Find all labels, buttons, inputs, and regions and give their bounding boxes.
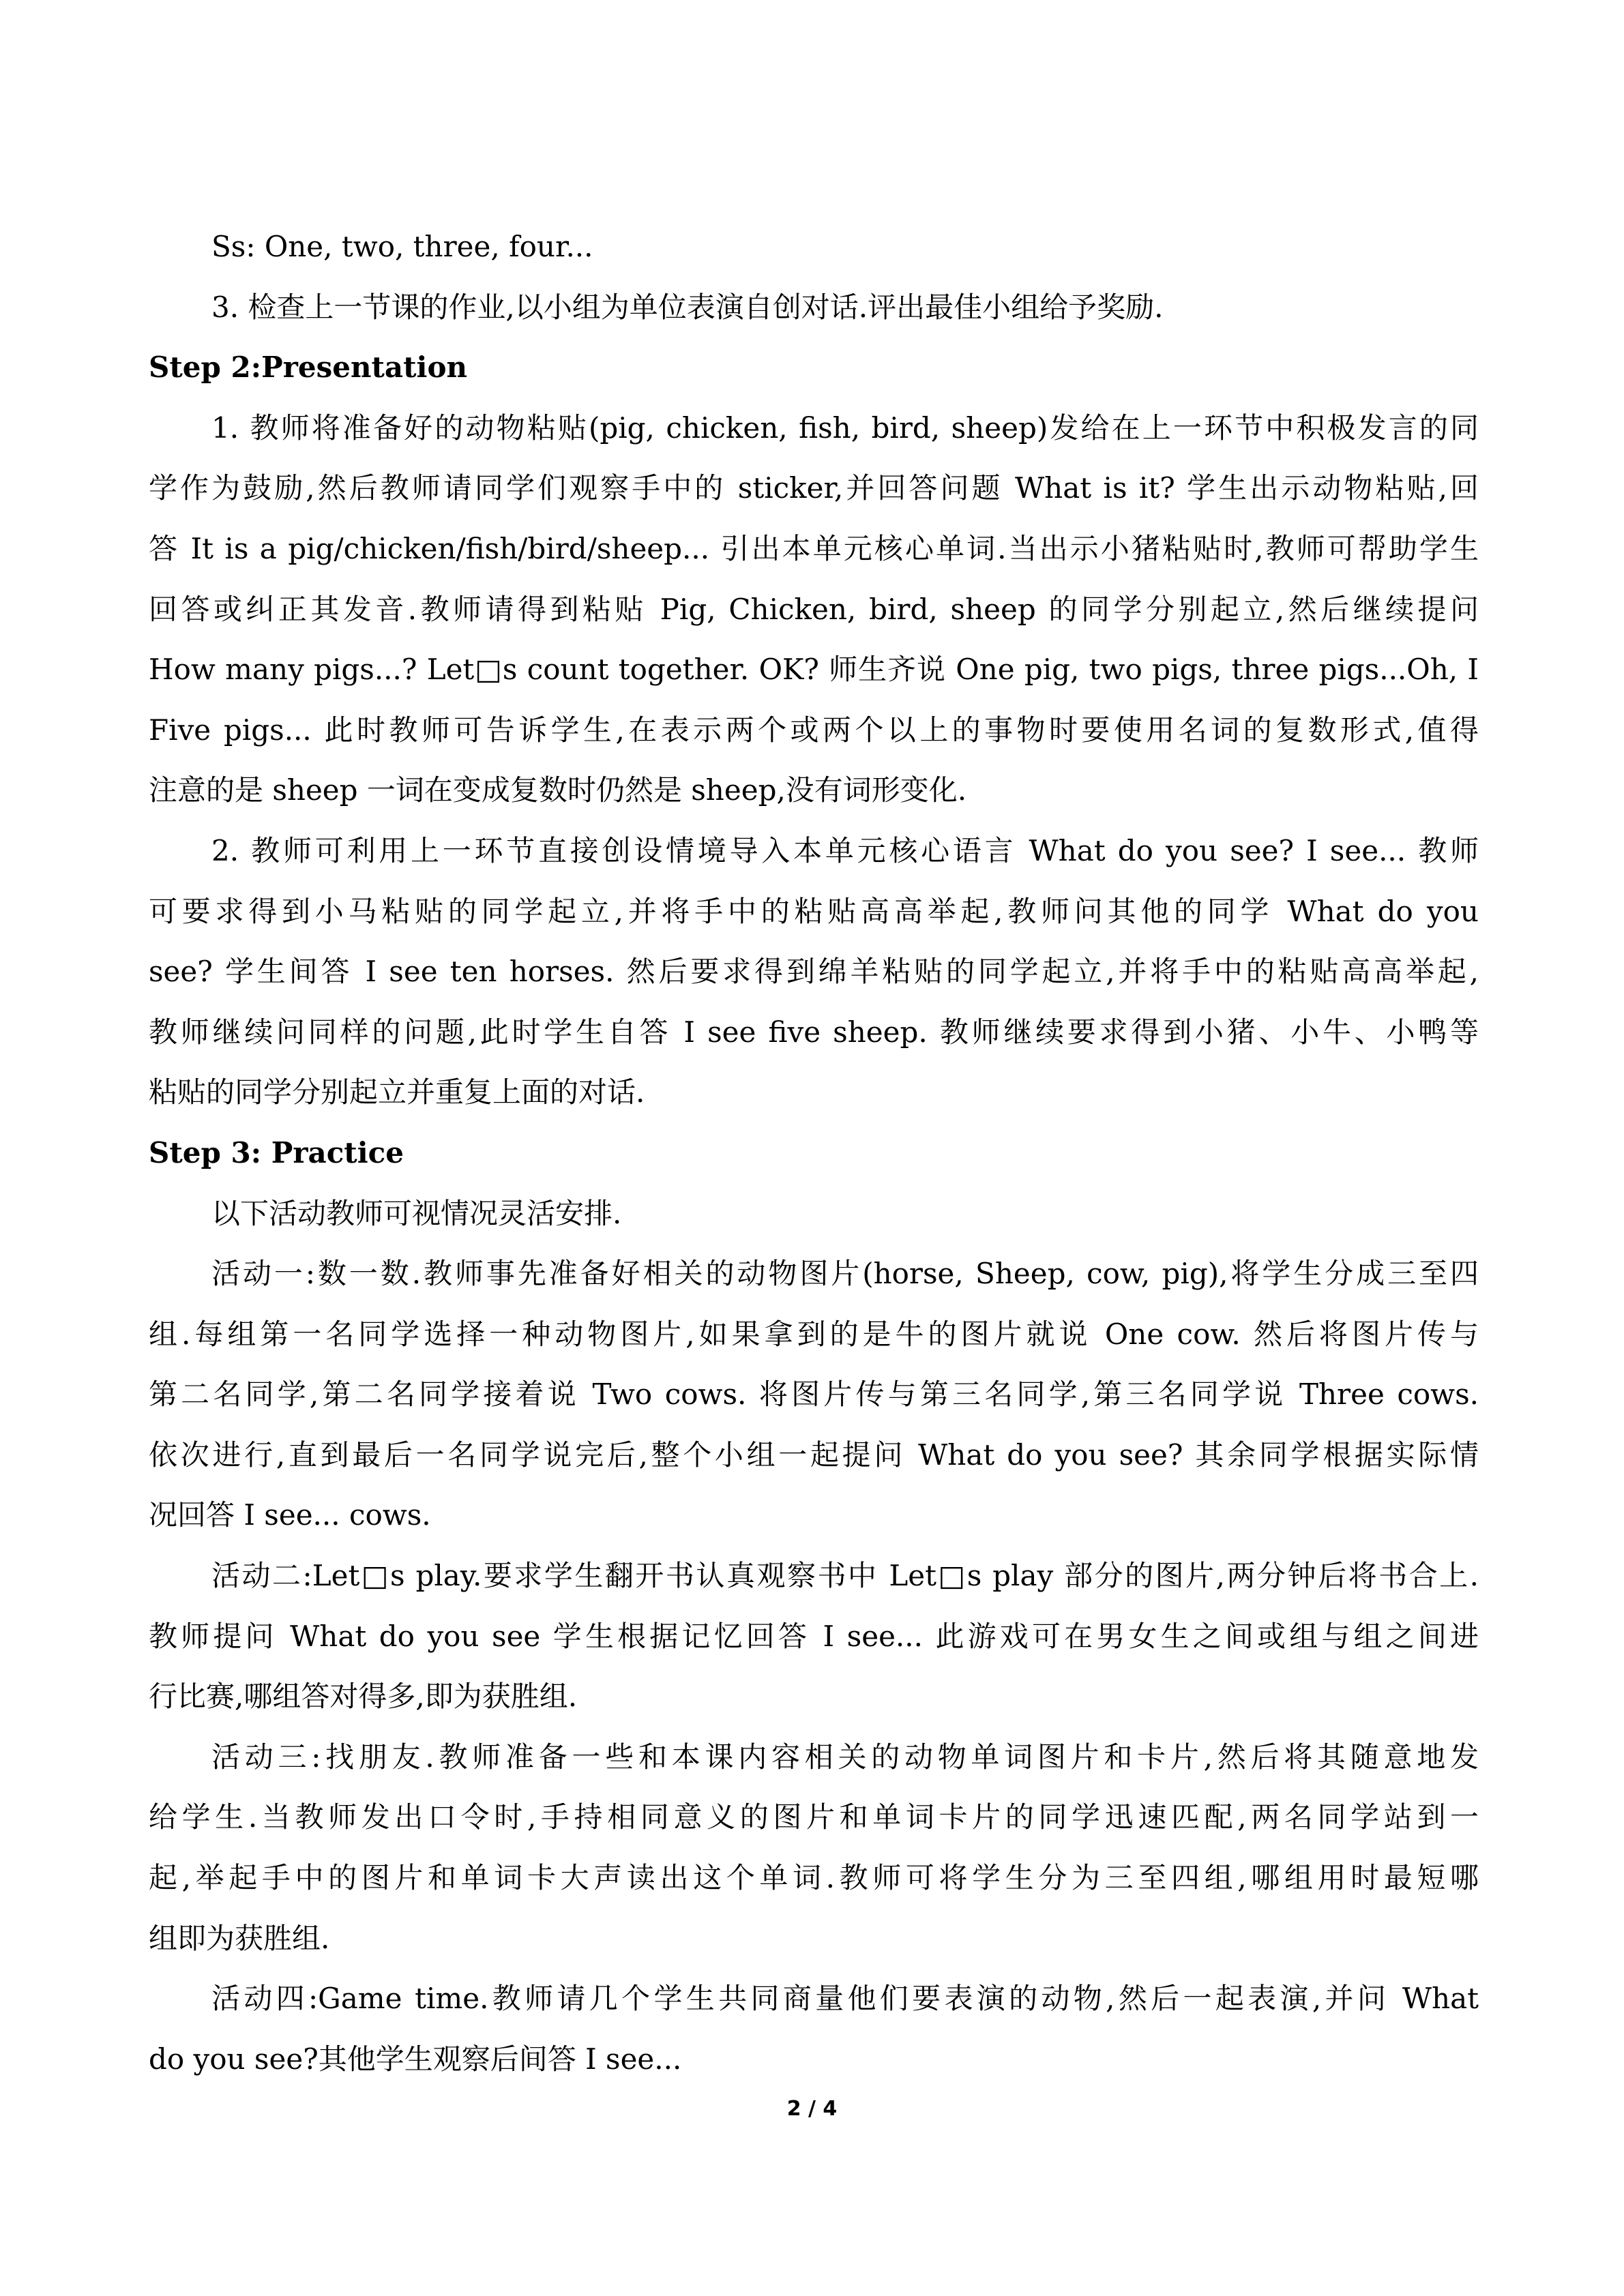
text-line: 可要求得到小马粘贴的同学起立,并将手中的粘贴高高举起,教师问其他的同学 What do you: [149, 894, 1479, 928]
text-line: 给学生.当教师发出口令时,手持相同意义的图片和单词卡片的同学迅速匹配,两名同学站到一: [149, 1800, 1479, 1834]
text-line: 活动二:Let□s play.要求学生翻开书认真观察书中 Let□s play 部分的图片,两分钟后将书合上.: [211, 1559, 1479, 1593]
text-line: 活动四:Game time.教师请几个学生共同商量他们要表演的动物,然后一起表演,并问 What: [211, 1982, 1479, 2016]
page-number: 2 / 4: [786, 2097, 838, 2121]
text-line: 活动一:数一数.教师事先准备好相关的动物图片(horse, Sheep, cow, pig),将学生分成三至四: [211, 1257, 1479, 1291]
text-line: 粘贴的同学分别起立并重复上面的对话.: [149, 1075, 645, 1109]
text-line: 活动三:找朋友.教师准备一些和本课内容相关的动物单词图片和卡片,然后将其随意地发: [211, 1740, 1479, 1774]
section-heading: Step 2:Presentation: [149, 351, 468, 385]
text-line: see? 学生间答 I see ten horses. 然后要求得到绵羊粘贴的同学起立,并将手中的粘贴高高举起,: [149, 955, 1479, 989]
text-line: 起,举起手中的图片和单词卡大声读出这个单词.教师可将学生分为三至四组,哪组用时最短哪: [149, 1861, 1479, 1895]
section-heading: Step 3: Practice: [149, 1135, 404, 1169]
text-line: 答 It is a pig/chicken/fish/bird/sheep... 引出本单元核心单词.当出示小猪粘贴时,教师可帮助学生: [149, 531, 1479, 565]
text-line: Ss: One, two, three, four...: [211, 230, 593, 263]
text-line: 回答或纠正其发音.教师请得到粘贴 Pig, Chicken, bird, sheep 的同学分别起立,然后继续提问: [149, 592, 1479, 626]
text-line: 注意的是 sheep 一词在变成复数时仍然是 sheep,没有词形变化.: [149, 773, 967, 807]
text-line: 教师继续问同样的问题,此时学生自答 I see five sheep. 教师继续要求得到小猪、小牛、小鸭等: [149, 1015, 1479, 1049]
text-line: 2. 教师可利用上一环节直接创设情境导入本单元核心语言 What do you see? I see... 教师: [211, 833, 1479, 867]
text-line: 教师提问 What do you see 学生根据记忆回答 I see... 此游戏可在男女生之间或组与组之间进: [149, 1619, 1479, 1653]
text-line: 依次进行,直到最后一名同学说完后,整个小组一起提问 What do you see? 其余同学根据实际情: [149, 1437, 1479, 1472]
text-line: 以下活动教师可视情况灵活安排.: [211, 1196, 622, 1230]
text-line: How many pigs...? Let□s count together. OK? 师生齐说 One pig, two pigs, three pigs...Oh, I: [149, 653, 1479, 687]
text-line: 组即为获胜组.: [149, 1921, 330, 1955]
text-line: do you see?其他学生观察后间答 I see...: [149, 2042, 682, 2076]
text-line: 3. 检查上一节课的作业,以小组为单位表演自创对话.评出最佳小组给予奖励.: [211, 290, 1164, 324]
text-line: Five pigs... 此时教师可告诉学生,在表示两个或两个以上的事物时要使用名词的复数形式,值得: [149, 713, 1479, 747]
text-line: 况回答 I see... cows.: [149, 1498, 431, 1532]
text-line: 1. 教师将准备好的动物粘贴(pig, chicken, fish, bird, sheep)发给在上一环节中积极发言的同: [211, 411, 1479, 445]
text-line: 组.每组第一名同学选择一种动物图片,如果拿到的是牛的图片就说 One cow. 然后将图片传与: [149, 1317, 1479, 1351]
text-line: 学作为鼓励,然后教师请同学们观察手中的 sticker,并回答问题 What is it? 学生出示动物粘贴,回: [149, 471, 1479, 505]
text-line: 第二名同学,第二名同学接着说 Two cows. 将图片传与第三名同学,第三名同学说 Three cows.: [149, 1377, 1479, 1412]
document-body: [149, 217, 1479, 2089]
text-line: 行比赛,哪组答对得多,即为获胜组.: [149, 1680, 578, 1714]
